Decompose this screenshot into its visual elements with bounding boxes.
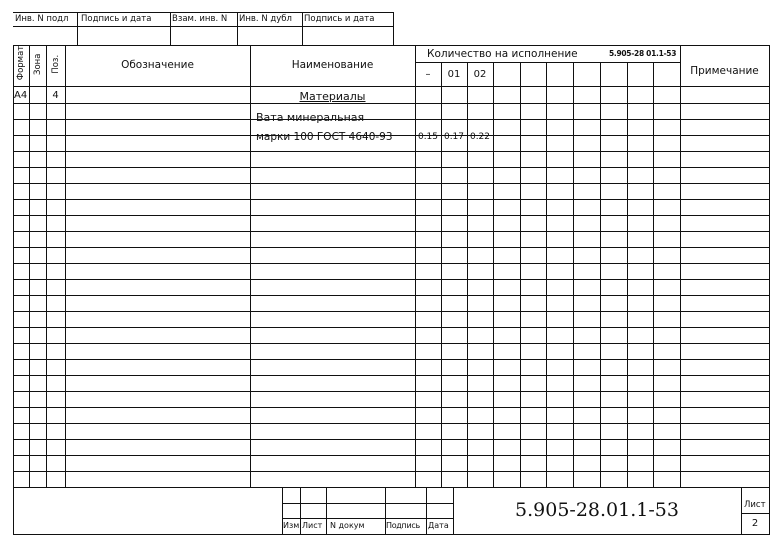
row-rule: [13, 103, 770, 104]
row-rule: [13, 375, 770, 376]
zona-col-header: Зона: [32, 53, 43, 75]
row-rule: [13, 439, 770, 440]
row-rule: [13, 311, 770, 312]
row-rule: [13, 423, 770, 424]
podpis-data-label-1: Подпись и дата: [81, 14, 152, 24]
inv-dubl-label: Инв. N дубл: [239, 14, 292, 24]
row-rule: [13, 455, 770, 456]
row-rule: [13, 295, 770, 296]
row-poz: 4: [52, 90, 59, 101]
ispolnenie-dash: –: [425, 69, 431, 80]
row-rule: [13, 119, 770, 120]
sheet-label: Лист: [744, 500, 766, 510]
row-qty-01: 0.17: [443, 132, 465, 142]
row-rule: [13, 263, 770, 264]
row-naimenovanie: Вата минеральная: [256, 111, 365, 124]
n-dokum-label: N докум: [330, 521, 365, 530]
row-rule: [13, 231, 770, 232]
doc-code-small: 5.905-28 01.1-53: [609, 49, 677, 58]
row-rule: [13, 391, 770, 392]
podpis-data-label-2: Подпись и дата: [304, 14, 375, 24]
sheet-number: 2: [751, 518, 759, 529]
ispolnenie-02: 02: [473, 69, 487, 80]
primechanie-col-header: Примечание: [690, 65, 759, 77]
row-naimenovanie: Материалы: [299, 90, 366, 103]
inv-podl-label: Инв. N подл: [15, 14, 69, 24]
list-label: Лист: [302, 521, 323, 530]
poz-col-header: Поз.: [50, 54, 61, 74]
row-rule: [13, 247, 770, 248]
row-rule: [13, 199, 770, 200]
row-rule: [13, 407, 770, 408]
row-rule: [13, 215, 770, 216]
row-rule: [13, 327, 770, 328]
row-rule: [13, 167, 770, 168]
format-col-header: Формат: [15, 45, 26, 81]
vzam-inv-label: Взам. инв. N: [172, 14, 228, 24]
oboznachenie-col-header: Обозначение: [121, 59, 194, 71]
row-rule: [13, 343, 770, 344]
kolichestvo-header: Количество на исполнение: [427, 48, 578, 60]
document-number: 5.905-28.01.1-53: [515, 499, 679, 521]
row-qty-dash: 0.15: [417, 132, 439, 142]
row-naimenovanie: марки 100 ГОСТ 4640-93: [256, 131, 393, 143]
row-rule: [13, 151, 770, 152]
row-rule: [13, 279, 770, 280]
row-rule: [13, 471, 770, 472]
izm-label: Изм: [283, 521, 300, 530]
podpis-label: Подпись: [386, 521, 420, 530]
row-qty-02: 0.22: [469, 132, 491, 142]
naimenovanie-col-header: Наименование: [291, 59, 374, 71]
data-label: Дата: [428, 521, 449, 530]
row-rule: [13, 183, 770, 184]
row-format: A4: [14, 90, 28, 101]
row-rule: [13, 359, 770, 360]
ispolnenie-01: 01: [447, 69, 461, 80]
